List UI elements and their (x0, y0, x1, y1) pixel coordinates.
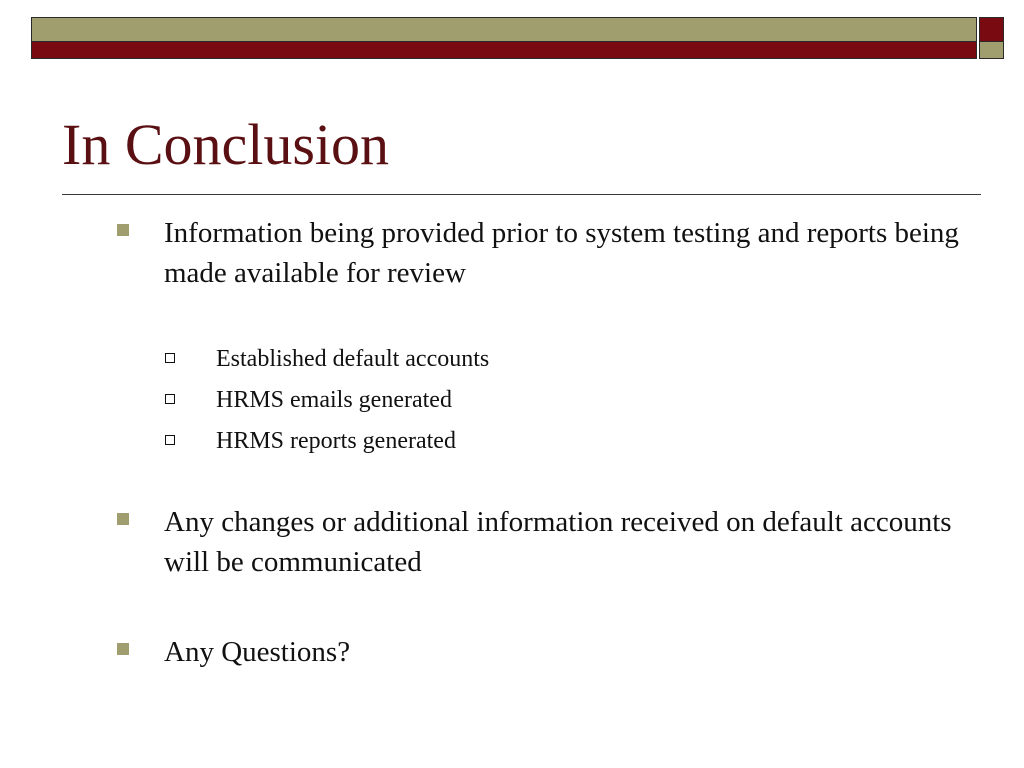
square-bullet-icon (117, 224, 129, 236)
bullet-text: Information being provided prior to system testing and reports being made available for review (164, 217, 959, 289)
sub-bullet-text: Established default accounts (216, 346, 490, 372)
hollow-square-bullet-icon (165, 394, 175, 404)
corner-square-olive (979, 42, 1004, 59)
hollow-square-bullet-icon (165, 435, 175, 445)
corner-square-maroon (979, 17, 1004, 42)
bullet-text: Any changes or additional information received on default accounts will be communicated (164, 506, 952, 578)
slide-title: In Conclusion (62, 112, 390, 177)
square-bullet-icon (117, 513, 129, 525)
bullet-text: Any Questions? (164, 636, 351, 668)
header-band-olive (31, 17, 977, 42)
square-bullet-icon (117, 643, 129, 655)
sub-bullet-text: HRMS emails generated (216, 387, 452, 413)
hollow-square-bullet-icon (165, 353, 175, 363)
sub-bullet-text: HRMS reports generated (216, 428, 456, 454)
header-band-maroon (31, 42, 977, 59)
title-divider (62, 194, 981, 195)
